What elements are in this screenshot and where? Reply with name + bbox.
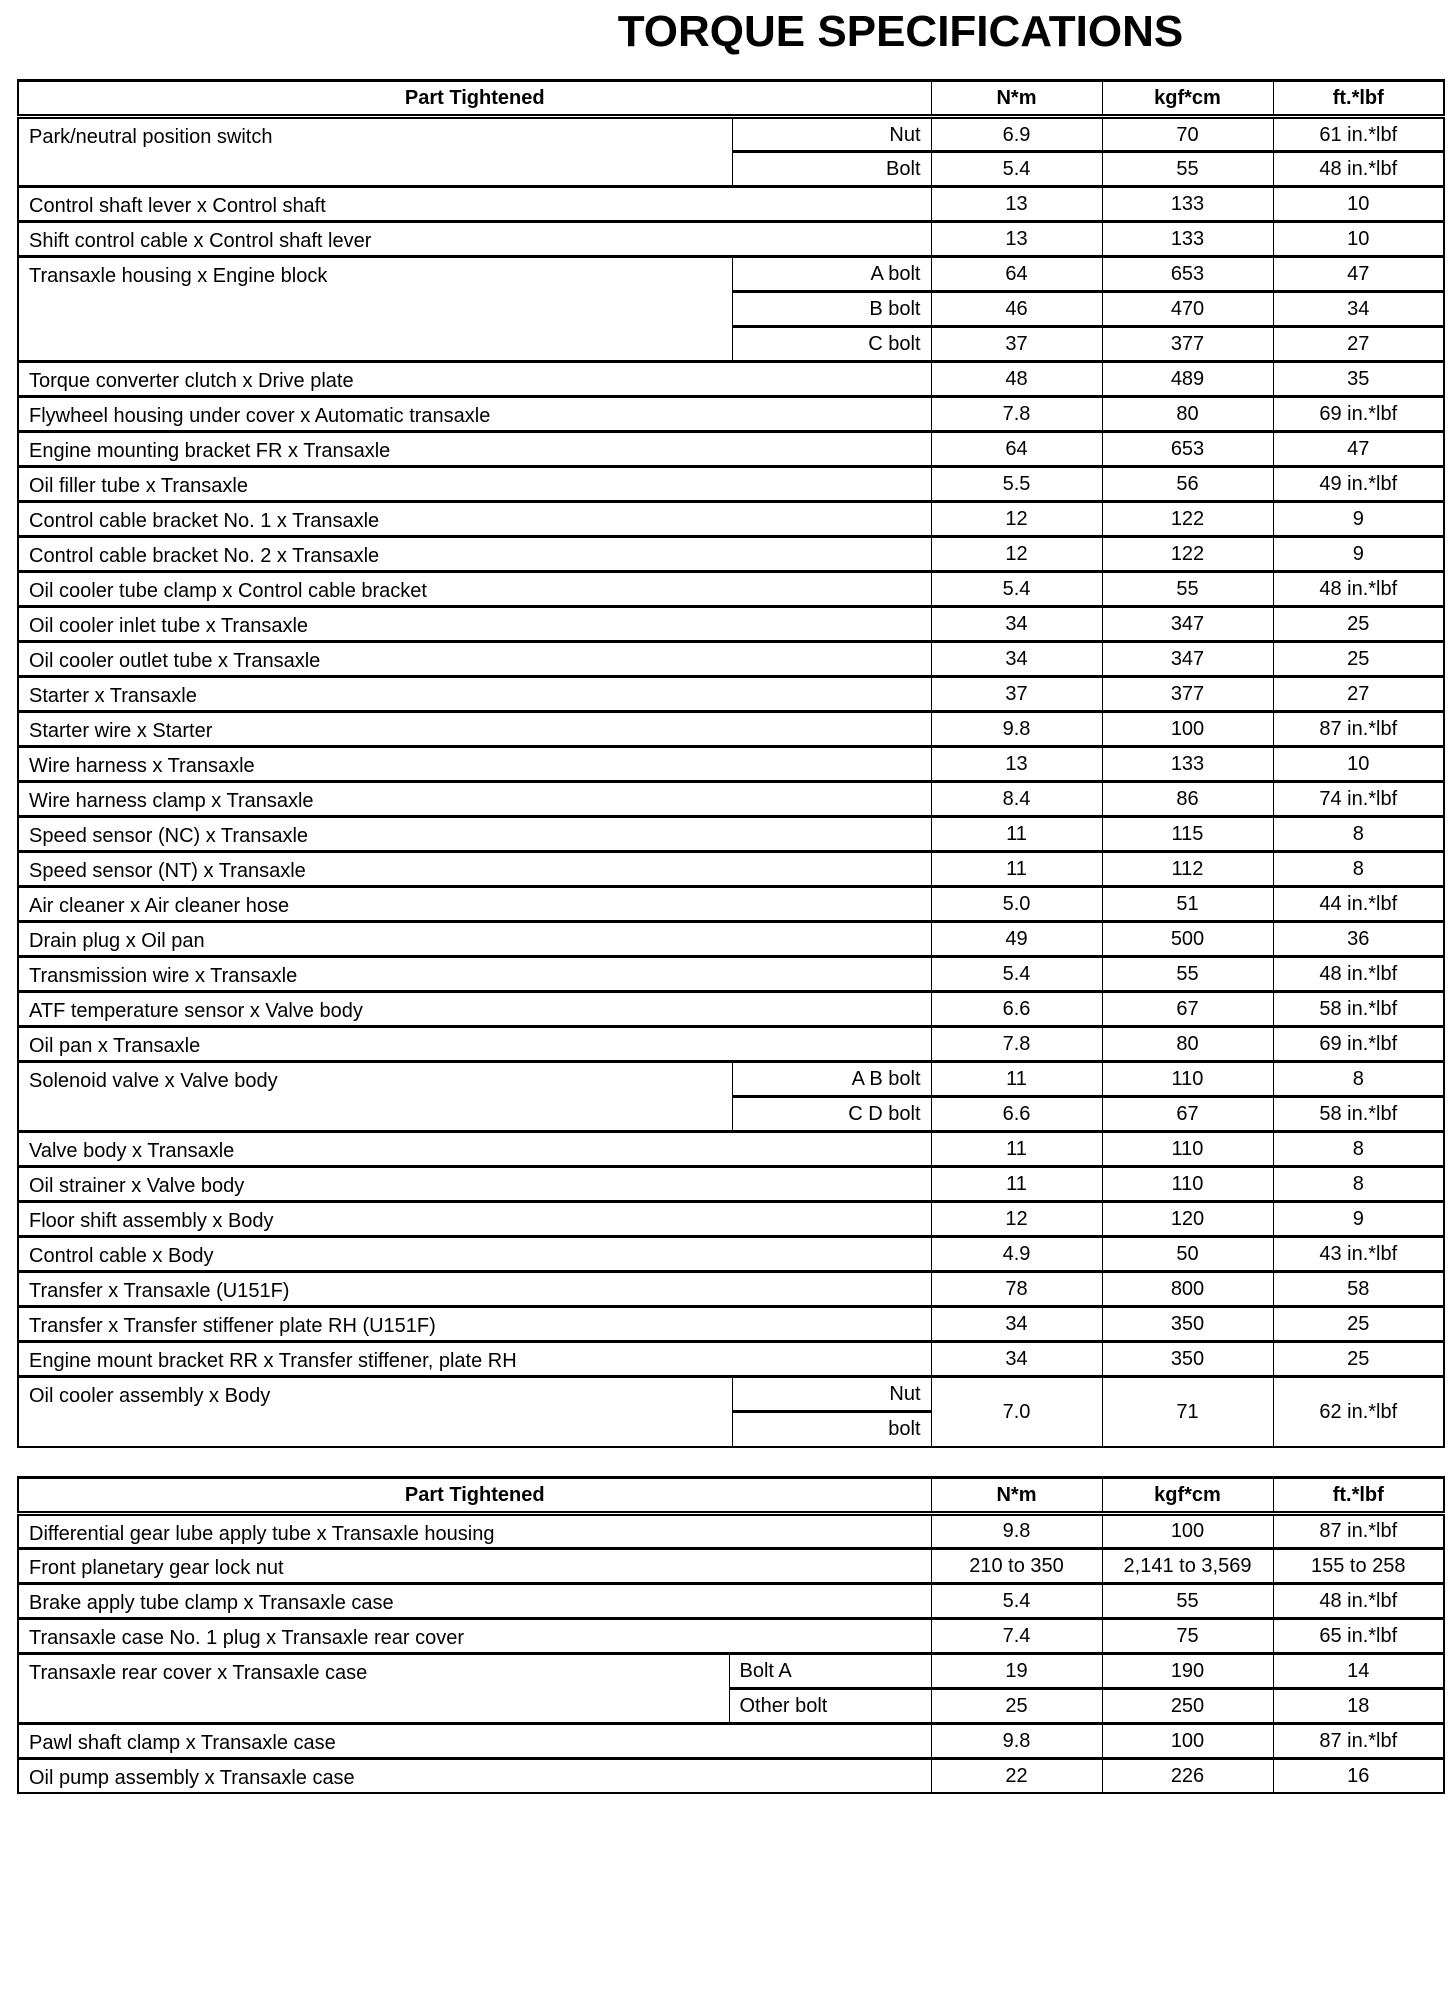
value-nm: 5.5 <box>931 467 1102 502</box>
value-ft: 8 <box>1273 852 1444 887</box>
table-row <box>18 1653 1444 1688</box>
header-kgf: kgf*cm <box>1102 1477 1273 1513</box>
fastener-type: A bolt <box>732 257 931 292</box>
value-ft: 10 <box>1273 747 1444 782</box>
value-nm: 78 <box>931 1272 1102 1307</box>
value-kgf: 377 <box>1102 677 1273 712</box>
value-ft: 25 <box>1273 607 1444 642</box>
value-nm: 5.4 <box>931 1583 1102 1618</box>
value-nm: 25 <box>931 1688 1102 1723</box>
value-kgf: 133 <box>1102 187 1273 222</box>
table-row <box>18 1272 1444 1307</box>
value-kgf: 122 <box>1102 502 1273 537</box>
fastener-type: B bolt <box>732 292 931 327</box>
part-name: Transmission wire x Transaxle <box>18 957 931 992</box>
fastener-type: Nut <box>732 1377 931 1412</box>
table-row <box>18 712 1444 747</box>
value-nm: 5.4 <box>931 152 1102 187</box>
value-kgf: 110 <box>1102 1132 1273 1167</box>
part-name: Oil cooler inlet tube x Transaxle <box>18 607 931 642</box>
header-kgf: kgf*cm <box>1102 81 1273 117</box>
table-row <box>18 992 1444 1027</box>
table-row <box>18 1202 1444 1237</box>
table-row <box>18 607 1444 642</box>
part-name: Starter x Transaxle <box>18 677 931 712</box>
value-ft: 58 <box>1273 1272 1444 1307</box>
value-ft: 69 in.*lbf <box>1273 1027 1444 1062</box>
value-nm: 11 <box>931 1132 1102 1167</box>
value-kgf: 350 <box>1102 1307 1273 1342</box>
value-nm: 4.9 <box>931 1237 1102 1272</box>
value-ft: 155 to 258 <box>1273 1548 1444 1583</box>
table-row <box>18 1307 1444 1342</box>
table-row <box>18 1132 1444 1167</box>
value-ft: 8 <box>1273 1132 1444 1167</box>
value-nm: 34 <box>931 1307 1102 1342</box>
part-name: Oil cooler assembly x Body <box>18 1377 732 1447</box>
value-ft: 8 <box>1273 1167 1444 1202</box>
part-name: Pawl shaft clamp x Transaxle case <box>18 1723 931 1758</box>
value-ft: 69 in.*lbf <box>1273 397 1444 432</box>
value-kgf: 80 <box>1102 397 1273 432</box>
table-row <box>18 1062 1444 1097</box>
part-name: Torque converter clutch x Drive plate <box>18 362 931 397</box>
table-row <box>18 1513 1444 1548</box>
part-name: Speed sensor (NC) x Transaxle <box>18 817 931 852</box>
value-ft: 14 <box>1273 1653 1444 1688</box>
value-kgf: 110 <box>1102 1167 1273 1202</box>
value-kgf: 347 <box>1102 642 1273 677</box>
fastener-type: Bolt A <box>729 1653 931 1688</box>
part-name: Brake apply tube clamp x Transaxle case <box>18 1583 931 1618</box>
part-name: Oil pan x Transaxle <box>18 1027 931 1062</box>
value-nm: 5.4 <box>931 572 1102 607</box>
fastener-type: Other bolt <box>729 1688 931 1723</box>
value-kgf: 489 <box>1102 362 1273 397</box>
value-kgf: 56 <box>1102 467 1273 502</box>
value-nm: 8.4 <box>931 782 1102 817</box>
torque-table-2 <box>17 1476 1445 1795</box>
value-nm: 13 <box>931 187 1102 222</box>
value-ft: 61 in.*lbf <box>1273 117 1444 152</box>
table-row <box>18 1583 1444 1618</box>
part-name: Flywheel housing under cover x Automatic transaxle <box>18 397 931 432</box>
value-nm: 5.4 <box>931 957 1102 992</box>
fastener-type: Nut <box>732 117 931 152</box>
part-name: Differential gear lube apply tube x Transaxle housing <box>18 1513 931 1548</box>
table-row <box>18 502 1444 537</box>
value-kgf: 51 <box>1102 887 1273 922</box>
value-ft: 44 in.*lbf <box>1273 887 1444 922</box>
header-nm: N*m <box>931 81 1102 117</box>
table-row <box>18 1377 1444 1412</box>
value-nm: 13 <box>931 747 1102 782</box>
table-row <box>18 642 1444 677</box>
value-kgf: 55 <box>1102 957 1273 992</box>
value-nm: 210 to 350 <box>931 1548 1102 1583</box>
value-nm: 37 <box>931 677 1102 712</box>
value-ft: 58 in.*lbf <box>1273 1097 1444 1132</box>
header-part: Part Tightened <box>18 81 931 117</box>
value-kgf: 67 <box>1102 992 1273 1027</box>
table-row <box>18 362 1444 397</box>
value-nm: 9.8 <box>931 1513 1102 1548</box>
value-kgf: 67 <box>1102 1097 1273 1132</box>
part-name: Oil cooler outlet tube x Transaxle <box>18 642 931 677</box>
value-kgf: 653 <box>1102 432 1273 467</box>
value-ft: 47 <box>1273 257 1444 292</box>
value-nm: 13 <box>931 222 1102 257</box>
part-name: Oil cooler tube clamp x Control cable bracket <box>18 572 931 607</box>
value-nm: 5.0 <box>931 887 1102 922</box>
table-row <box>18 1548 1444 1583</box>
value-ft: 27 <box>1273 327 1444 362</box>
table-row <box>18 432 1444 467</box>
table-row <box>18 887 1444 922</box>
part-name: Transfer x Transfer stiffener plate RH (U151F) <box>18 1307 931 1342</box>
value-nm: 11 <box>931 1062 1102 1097</box>
part-name: Speed sensor (NT) x Transaxle <box>18 852 931 887</box>
torque-table-1 <box>17 79 1445 1448</box>
value-ft: 48 in.*lbf <box>1273 1583 1444 1618</box>
page-title: TORQUE SPECIFICATIONS <box>617 7 1184 56</box>
part-name: Transaxle rear cover x Transaxle case <box>18 1653 729 1723</box>
value-ft: 62 in.*lbf <box>1273 1377 1444 1447</box>
value-ft: 16 <box>1273 1758 1444 1793</box>
table-row <box>18 1342 1444 1377</box>
value-nm: 37 <box>931 327 1102 362</box>
table-row <box>18 1167 1444 1202</box>
value-ft: 36 <box>1273 922 1444 957</box>
part-name: Transfer x Transaxle (U151F) <box>18 1272 931 1307</box>
part-name: Control cable x Body <box>18 1237 931 1272</box>
value-nm: 48 <box>931 362 1102 397</box>
table-row <box>18 1758 1444 1793</box>
value-kgf: 55 <box>1102 572 1273 607</box>
value-nm: 11 <box>931 817 1102 852</box>
value-kgf: 500 <box>1102 922 1273 957</box>
value-kgf: 70 <box>1102 117 1273 152</box>
fastener-type: A B bolt <box>732 1062 931 1097</box>
value-kgf: 250 <box>1102 1688 1273 1723</box>
part-name: Engine mount bracket RR x Transfer stiffener, plate RH <box>18 1342 931 1377</box>
table-row <box>18 747 1444 782</box>
table-row <box>18 1027 1444 1062</box>
value-kgf: 133 <box>1102 747 1273 782</box>
value-ft: 65 in.*lbf <box>1273 1618 1444 1653</box>
value-nm: 7.4 <box>931 1618 1102 1653</box>
value-ft: 9 <box>1273 537 1444 572</box>
value-ft: 25 <box>1273 1307 1444 1342</box>
value-kgf: 800 <box>1102 1272 1273 1307</box>
part-name: Transaxle housing x Engine block <box>18 257 732 362</box>
table-row <box>18 677 1444 712</box>
value-nm: 12 <box>931 537 1102 572</box>
part-name: Front planetary gear lock nut <box>18 1548 931 1583</box>
value-nm: 64 <box>931 257 1102 292</box>
value-kgf: 122 <box>1102 537 1273 572</box>
value-kgf: 347 <box>1102 607 1273 642</box>
value-kgf: 470 <box>1102 292 1273 327</box>
value-kgf: 350 <box>1102 1342 1273 1377</box>
table-row <box>18 257 1444 292</box>
value-nm: 7.8 <box>931 1027 1102 1062</box>
part-name: Control cable bracket No. 1 x Transaxle <box>18 502 931 537</box>
part-name: Control cable bracket No. 2 x Transaxle <box>18 537 931 572</box>
value-kgf: 100 <box>1102 1723 1273 1758</box>
value-ft: 47 <box>1273 432 1444 467</box>
table-row <box>18 117 1444 152</box>
value-kgf: 86 <box>1102 782 1273 817</box>
value-kgf: 75 <box>1102 1618 1273 1653</box>
value-kgf: 2,141 to 3,569 <box>1102 1548 1273 1583</box>
part-name: Solenoid valve x Valve body <box>18 1062 732 1132</box>
value-ft: 35 <box>1273 362 1444 397</box>
fastener-type: bolt <box>732 1412 931 1447</box>
value-nm: 12 <box>931 1202 1102 1237</box>
value-nm: 11 <box>931 852 1102 887</box>
value-ft: 9 <box>1273 1202 1444 1237</box>
value-kgf: 50 <box>1102 1237 1273 1272</box>
value-ft: 48 in.*lbf <box>1273 572 1444 607</box>
part-name: Starter wire x Starter <box>18 712 931 747</box>
value-kgf: 190 <box>1102 1653 1273 1688</box>
value-kgf: 80 <box>1102 1027 1273 1062</box>
value-ft: 87 in.*lbf <box>1273 712 1444 747</box>
fastener-type: Bolt <box>732 152 931 187</box>
value-kgf: 133 <box>1102 222 1273 257</box>
table-row <box>18 922 1444 957</box>
value-nm: 7.8 <box>931 397 1102 432</box>
value-ft: 87 in.*lbf <box>1273 1513 1444 1548</box>
value-ft: 34 <box>1273 292 1444 327</box>
value-ft: 87 in.*lbf <box>1273 1723 1444 1758</box>
part-name: Oil pump assembly x Transaxle case <box>18 1758 931 1793</box>
value-nm: 12 <box>931 502 1102 537</box>
part-name: Engine mounting bracket FR x Transaxle <box>18 432 931 467</box>
value-nm: 9.8 <box>931 1723 1102 1758</box>
value-ft: 74 in.*lbf <box>1273 782 1444 817</box>
table-row <box>18 957 1444 992</box>
part-name: Park/neutral position switch <box>18 117 732 187</box>
table-row <box>18 397 1444 432</box>
value-ft: 8 <box>1273 1062 1444 1097</box>
value-nm: 34 <box>931 607 1102 642</box>
part-name: Wire harness clamp x Transaxle <box>18 782 931 817</box>
value-ft: 18 <box>1273 1688 1444 1723</box>
table-row <box>18 1237 1444 1272</box>
value-ft: 25 <box>1273 1342 1444 1377</box>
table-row <box>18 467 1444 502</box>
value-kgf: 55 <box>1102 1583 1273 1618</box>
header-nm: N*m <box>931 1477 1102 1513</box>
table-row <box>18 1618 1444 1653</box>
header-row <box>18 81 1444 117</box>
value-ft: 25 <box>1273 642 1444 677</box>
part-name: Oil strainer x Valve body <box>18 1167 931 1202</box>
value-kgf: 377 <box>1102 327 1273 362</box>
part-name: Valve body x Transaxle <box>18 1132 931 1167</box>
value-nm: 46 <box>931 292 1102 327</box>
header-ft: ft.*lbf <box>1273 81 1444 117</box>
value-ft: 10 <box>1273 222 1444 257</box>
value-kgf: 226 <box>1102 1758 1273 1793</box>
part-name: Oil filler tube x Transaxle <box>18 467 931 502</box>
table-row <box>18 222 1444 257</box>
table-row <box>18 1723 1444 1758</box>
value-nm: 6.6 <box>931 1097 1102 1132</box>
part-name: Shift control cable x Control shaft lever <box>18 222 931 257</box>
fastener-type: C D bolt <box>732 1097 931 1132</box>
part-name: ATF temperature sensor x Valve body <box>18 992 931 1027</box>
value-nm: 6.6 <box>931 992 1102 1027</box>
header-row <box>18 1477 1444 1513</box>
value-nm: 9.8 <box>931 712 1102 747</box>
value-kgf: 71 <box>1102 1377 1273 1447</box>
value-ft: 43 in.*lbf <box>1273 1237 1444 1272</box>
value-ft: 48 in.*lbf <box>1273 957 1444 992</box>
value-nm: 49 <box>931 922 1102 957</box>
value-nm: 19 <box>931 1653 1102 1688</box>
value-ft: 9 <box>1273 502 1444 537</box>
table-row <box>18 537 1444 572</box>
value-nm: 11 <box>931 1167 1102 1202</box>
value-kgf: 653 <box>1102 257 1273 292</box>
value-kgf: 100 <box>1102 712 1273 747</box>
value-nm: 22 <box>931 1758 1102 1793</box>
value-ft: 49 in.*lbf <box>1273 467 1444 502</box>
value-ft: 58 in.*lbf <box>1273 992 1444 1027</box>
table-row <box>18 852 1444 887</box>
value-kgf: 112 <box>1102 852 1273 887</box>
value-nm: 7.0 <box>931 1377 1102 1447</box>
header-part: Part Tightened <box>18 1477 931 1513</box>
value-nm: 34 <box>931 642 1102 677</box>
value-ft: 48 in.*lbf <box>1273 152 1444 187</box>
table-row <box>18 782 1444 817</box>
part-name: Control shaft lever x Control shaft <box>18 187 931 222</box>
header-ft: ft.*lbf <box>1273 1477 1444 1513</box>
value-kgf: 55 <box>1102 152 1273 187</box>
value-ft: 27 <box>1273 677 1444 712</box>
value-nm: 64 <box>931 432 1102 467</box>
table-row <box>18 187 1444 222</box>
part-name: Wire harness x Transaxle <box>18 747 931 782</box>
fastener-type: C bolt <box>732 327 931 362</box>
value-kgf: 100 <box>1102 1513 1273 1548</box>
table-row <box>18 572 1444 607</box>
part-name: Transaxle case No. 1 plug x Transaxle rear cover <box>18 1618 931 1653</box>
value-kgf: 115 <box>1102 817 1273 852</box>
table-row <box>18 817 1444 852</box>
value-kgf: 120 <box>1102 1202 1273 1237</box>
value-nm: 34 <box>931 1342 1102 1377</box>
part-name: Drain plug x Oil pan <box>18 922 931 957</box>
value-ft: 10 <box>1273 187 1444 222</box>
part-name: Air cleaner x Air cleaner hose <box>18 887 931 922</box>
value-ft: 8 <box>1273 817 1444 852</box>
value-nm: 6.9 <box>931 117 1102 152</box>
part-name: Floor shift assembly x Body <box>18 1202 931 1237</box>
value-kgf: 110 <box>1102 1062 1273 1097</box>
